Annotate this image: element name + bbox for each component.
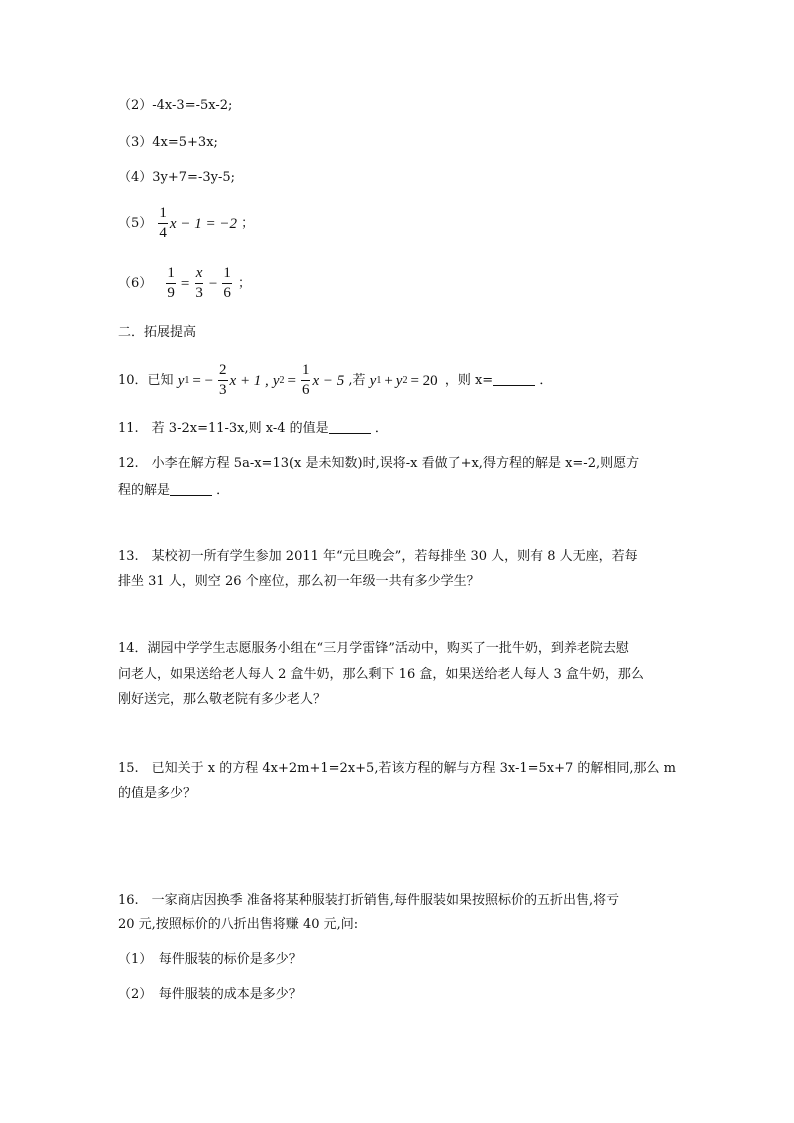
equals-sign: =: [180, 275, 190, 292]
question-12-line-2: [118, 482, 229, 499]
fraction-denominator: 3: [195, 285, 203, 301]
fraction-2-3: [218, 363, 228, 398]
equation-5-label: （5）: [118, 216, 153, 231]
question-10-end: ．: [539, 373, 553, 388]
question-14-line-1: 14．湖园中学学生志愿服务小组在“三月学雷锋”活动中，购买了一批牛奶，到养老院去慰: [118, 641, 629, 656]
condition-text: ,若: [348, 373, 366, 388]
fraction-numerator: 1: [166, 266, 176, 284]
equation-5: [118, 206, 254, 241]
answer-blank[interactable]: [329, 420, 371, 434]
equation-4: （4）3y+7=-3y-5;: [118, 170, 235, 185]
fraction-denominator: 6: [301, 382, 310, 398]
fraction-numerator: 1: [222, 266, 232, 284]
subscript-1: 1: [184, 374, 190, 386]
answer-blank[interactable]: [493, 372, 535, 386]
fraction-1-9: [166, 266, 176, 301]
question-10-prefix: 10．已知: [118, 373, 174, 388]
equals-sign: =: [287, 372, 296, 389]
plus-sign: +: [384, 372, 393, 389]
question-16-sub-1: （1） 每件服装的标价是多少？: [118, 952, 302, 967]
question-11: [118, 420, 388, 437]
equation-2: （2）-4x-3=-5x-2;: [118, 98, 233, 113]
question-14-line-2: 问老人，如果送给老人每人 2 盒牛奶，那么剩下 16 盒，如果送给老人每人 3 盒牛奶，那么: [118, 667, 644, 682]
equals-minus: = −: [192, 372, 214, 389]
question-14-line-3: 刚好送完，那么敬老院有多少老人？: [118, 692, 327, 707]
question-12-line-1: 12. 小李在解方程 5a-x=13(x 是未知数)时,误将-x 看做了+x,得方程的解是 x=-2,则愿方: [118, 456, 640, 471]
question-13-line-2: 排坐 31 人，则空 26 个座位，那么初一年级一共有多少学生？: [118, 574, 480, 589]
question-15-line-1: 15. 已知关于 x 的方程 4x+2m+1=2x+5,若该方程的解与方程 3x-1=5x+7 的解相同,那么 m: [118, 761, 677, 776]
fraction-denominator: 9: [167, 285, 175, 301]
question-11-text: 11. 若 3-2x=11-3x,则 x-4 的值是: [118, 421, 329, 436]
fraction-denominator: 4: [159, 225, 167, 241]
subscript-2: 2: [279, 374, 285, 386]
fraction-denominator: 6: [223, 285, 231, 301]
section-2-title: 二．拓展提高: [118, 325, 197, 340]
y2-variable: y: [395, 372, 403, 389]
question-10-tail: ，则 x=: [444, 373, 494, 388]
equation-5-math: [156, 206, 237, 241]
question-10: [118, 363, 552, 398]
fraction-numerator: 1: [158, 206, 168, 224]
equation-3: （3）4x=5+3x;: [118, 135, 218, 150]
fraction-1-6: [301, 363, 311, 398]
question-16-sub-2: （2） 每件服装的成本是多少？: [118, 987, 302, 1002]
y2-variable: y: [272, 372, 280, 389]
minus-sign: −: [208, 275, 218, 292]
fraction-numerator: x: [195, 266, 204, 284]
question-13-line-1: 13. 某校初一所有学生参加 2011 年“元旦晚会”，若每排坐 30 人，则有 8 人无座，若每: [118, 549, 638, 564]
question-12-text: 程的解是: [118, 483, 171, 498]
subscript-1: 1: [376, 374, 382, 386]
equals-20: = 20: [410, 372, 438, 389]
question-15-line-2: 的值是多少？: [118, 786, 197, 801]
expression-1: x + 1 ,: [229, 372, 269, 389]
answer-blank[interactable]: [170, 482, 212, 496]
question-16-line-1: 16. 一家商店因换季 准备将某种服装打折销售,每件服装如果按照标价的五折出售,将亏: [118, 893, 620, 908]
equation-6: [118, 266, 251, 301]
equation-6-end: ；: [238, 276, 252, 291]
sum-condition: [370, 373, 441, 389]
fraction-numerator: 1: [301, 363, 311, 381]
y1-variable: y: [177, 372, 185, 389]
expression-2: x − 5: [312, 372, 345, 389]
subscript-2: 2: [402, 374, 408, 386]
fraction-denominator: 3: [219, 382, 227, 398]
question-10-math: [178, 363, 345, 398]
y1-variable: y: [369, 372, 377, 389]
question-16-line-2: 20 元,按照标价的八折出售将赚 40 元,问:: [118, 917, 359, 932]
equation-5-end: ；: [241, 216, 255, 231]
equation-6-label: （6）: [118, 276, 153, 291]
fraction-1-4: [158, 206, 168, 241]
equation-6-math: [164, 266, 233, 301]
question-12-end: ．: [216, 483, 230, 498]
question-11-end: ．: [374, 421, 388, 436]
fraction-x-3: [194, 266, 204, 301]
fraction-numerator: 2: [218, 363, 228, 381]
fraction-1-6: [222, 266, 232, 301]
equation-5-rest: x − 1 = −2: [169, 215, 237, 232]
